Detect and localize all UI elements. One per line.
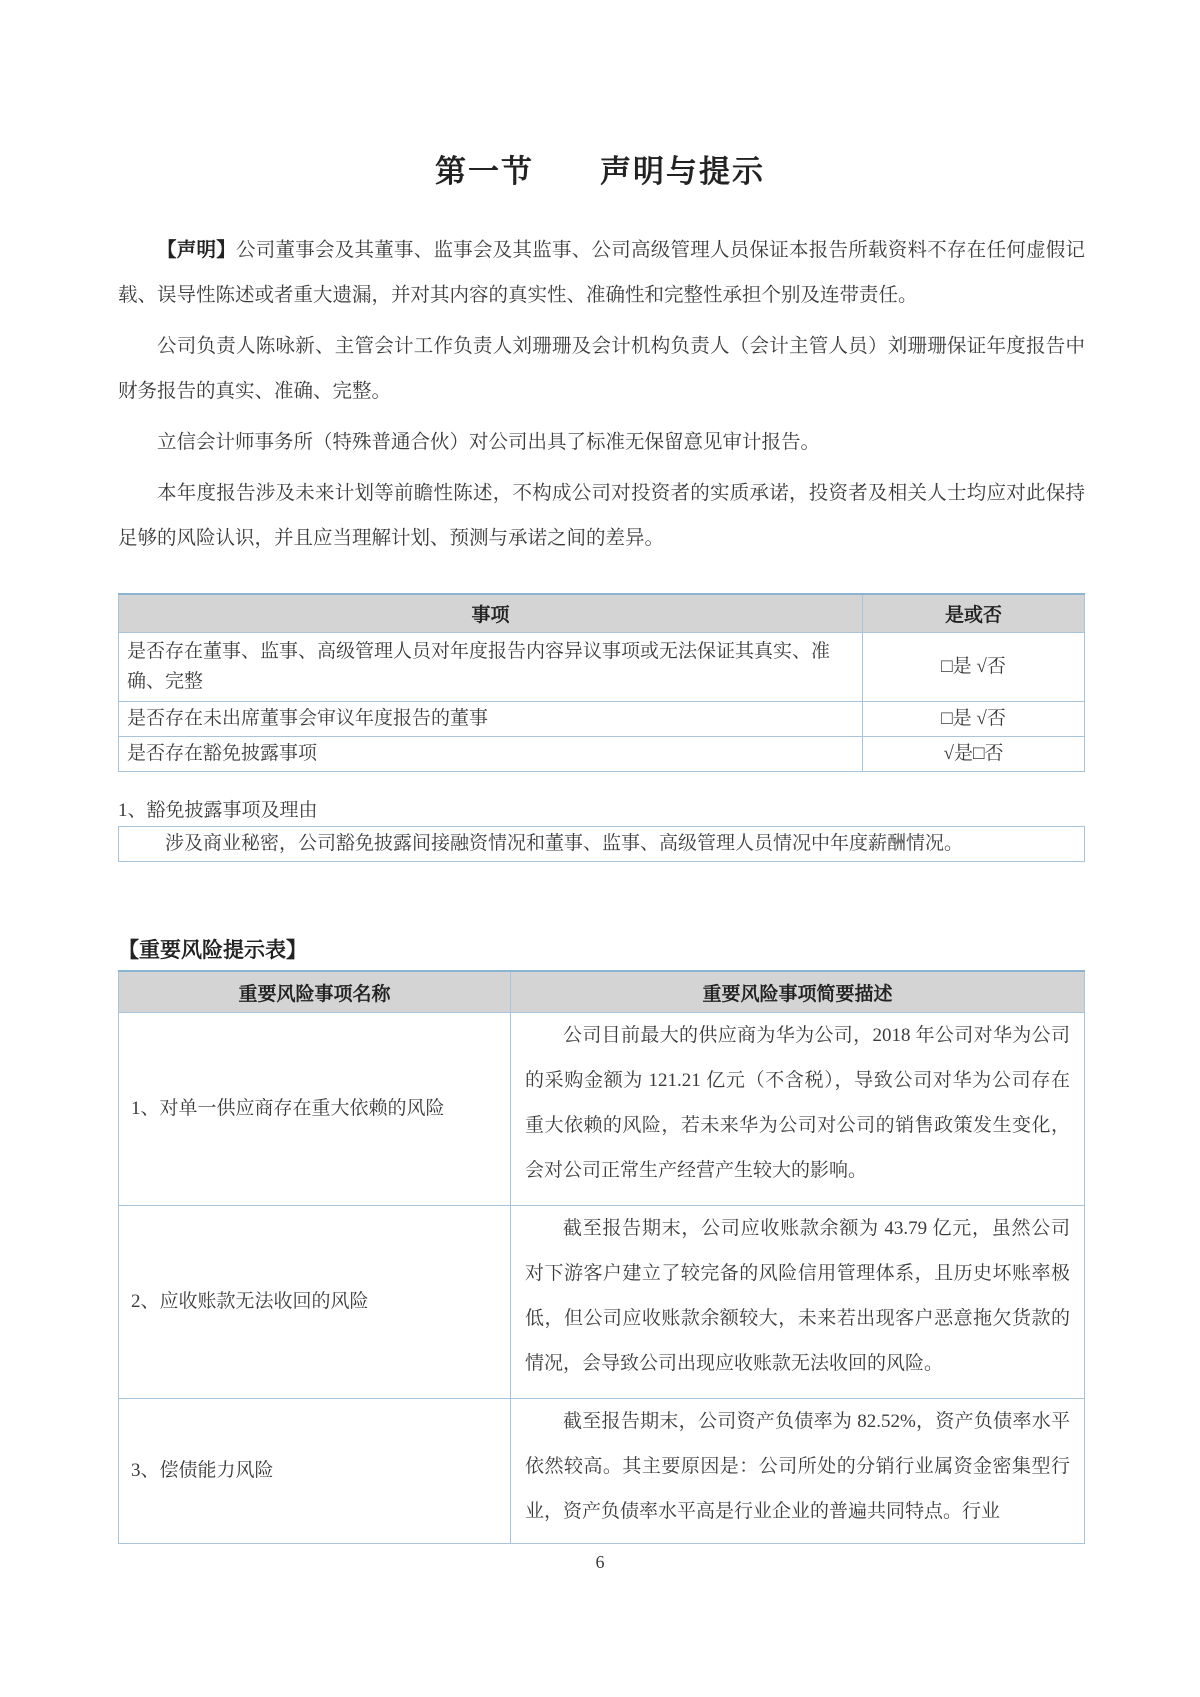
statement-answer-cell: □是 √否 <box>863 702 1085 737</box>
statement-item-cell: 是否存在未出席董事会审议年度报告的董事 <box>119 702 863 737</box>
exemption-table-wrapper <box>118 826 1085 862</box>
paragraph-text: 公司负责人陈咏新、主管会计工作负责人刘珊珊及会计机构负责人（会计主管人员）刘珊珊保证年度报告中财务报告的真实、准确、完整。 <box>118 336 1085 402</box>
table-row <box>119 737 1085 772</box>
page-title: 第一节 声明与提示 <box>435 154 765 189</box>
statement-header-item: 事项 <box>119 594 863 633</box>
table-row <box>119 827 1085 862</box>
risk-name-cell: 1、对单一供应商存在重大依赖的风险 <box>119 1013 511 1206</box>
risk-description-cell: 截至报告期末，公司应收账款余额为 43.79 亿元，虽然公司对下游客户建立了较完备的风险信用管理体系，且历史坏账率极低，但公司应收账款余额较大，未来若出现客户恶意拖欠货款的情况，会导致公司出现应收账款无法收回的风险。 <box>511 1206 1085 1399</box>
risk-table <box>118 970 1085 1544</box>
statement-answer-cell: √是□否 <box>863 737 1085 772</box>
risk-section-heading: 【重要风险提示表】 <box>118 939 307 962</box>
risk-description-cell: 截至报告期末，公司资产负债率为 82.52%，资产负债率水平依然较高。其主要原因是：公司所处的分销行业属资金密集型行业，资产负债率水平高是行业企业的普遍共同特点。行业 <box>511 1399 1085 1544</box>
risk-table-header-row <box>119 971 1085 1013</box>
risk-name-cell: 3、偿债能力风险 <box>119 1399 511 1544</box>
table-row <box>119 702 1085 737</box>
paragraph-text: 立信会计师事务所（特殊普通合伙）对公司出具了标准无保留意见审计报告。 <box>157 432 821 453</box>
paragraph-text: 本年度报告涉及未来计划等前瞻性陈述，不构成公司对投资者的实质承诺，投资者及相关人士均应对此保持足够的风险认识，并且应当理解计划、预测与承诺之间的差异。 <box>118 483 1085 549</box>
responsible-persons-paragraph <box>118 324 1085 414</box>
table-row <box>119 1399 1085 1544</box>
statement-item-cell: 是否存在豁免披露事项 <box>119 737 863 772</box>
forward-looking-paragraph <box>118 471 1085 561</box>
statement-item-cell: 是否存在董事、监事、高级管理人员对年度报告内容异议事项或无法保证其真实、准确、完整 <box>119 633 863 702</box>
table-row <box>119 1206 1085 1399</box>
table-row <box>119 1013 1085 1206</box>
declaration-paragraph <box>118 228 1085 318</box>
declaration-bold-prefix: 【声明】 <box>157 240 236 261</box>
statement-table-wrapper <box>118 593 1085 772</box>
statement-table <box>118 593 1085 772</box>
exemption-content-cell: 涉及商业秘密，公司豁免披露间接融资情况和董事、监事、高级管理人员情况中年度薪酬情况。 <box>119 827 1085 862</box>
statement-answer-cell: □是 √否 <box>863 633 1085 702</box>
exemption-table <box>118 826 1085 862</box>
risk-header-description: 重要风险事项简要描述 <box>511 971 1085 1013</box>
statement-table-header-row <box>119 594 1085 633</box>
declaration-paragraphs <box>118 228 1085 567</box>
risk-description-cell: 公司目前最大的供应商为华为公司，2018 年公司对华为公司的采购金额为 121.21 亿元（不含税），导致公司对华为公司存在重大依赖的风险，若未来华为公司对公司的销售政策发生变化，会对公司正常生产经营产生较大的影响。 <box>511 1013 1085 1206</box>
exemption-label: 1、豁免披露事项及理由 <box>118 800 318 821</box>
page-number: 6 <box>595 1552 605 1572</box>
table-row <box>119 633 1085 702</box>
risk-name-cell: 2、应收账款无法收回的风险 <box>119 1206 511 1399</box>
risk-header-name: 重要风险事项名称 <box>119 971 511 1013</box>
paragraph-text: 公司董事会及其董事、监事会及其监事、公司高级管理人员保证本报告所载资料不存在任何虚假记载、误导性陈述或者重大遗漏，并对其内容的真实性、准确性和完整性承担个别及连带责任。 <box>118 240 1085 306</box>
auditor-paragraph <box>118 420 1085 465</box>
statement-header-answer: 是或否 <box>863 594 1085 633</box>
risk-table-wrapper <box>118 970 1085 1544</box>
